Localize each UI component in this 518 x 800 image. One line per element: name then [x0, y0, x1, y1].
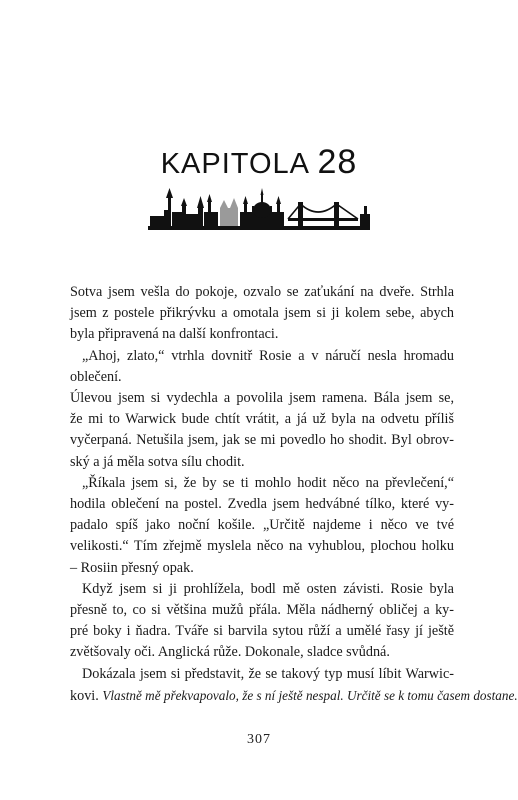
- chapter-title: [0, 143, 518, 182]
- paragraph-2: [70, 346, 454, 388]
- text-line: padalo spíš jako noční košile. „Určitě najdeme i něco ve tvé: [70, 517, 454, 534]
- text-line: oblečení.: [70, 368, 122, 385]
- city-skyline-icon: [148, 186, 370, 236]
- chapter-number: 28: [317, 143, 358, 181]
- text-line: jsem z postele přikrývku a omotala jsem si ji kolem sebe, abych: [70, 305, 454, 322]
- chapter-word: KAPITOLA: [160, 148, 309, 180]
- text-line: Když jsem si ji prohlížela, bodl mě osten závisti. Rosie byla: [82, 580, 454, 597]
- chapter-body: [70, 282, 518, 707]
- text-fragment: kovi.: [70, 687, 99, 704]
- paragraph-5: [70, 579, 454, 664]
- text-line: zvětšovaly oči. Anglická růže. Dokonale, sladce svůdná.: [70, 644, 390, 661]
- text-line: přesně to, co si většina mužů přála. Měla nádherný obličej a ky-: [70, 602, 454, 619]
- paragraph-1: [70, 282, 454, 346]
- text-line: [70, 685, 518, 707]
- text-line: „Říkala jsem si, že by se ti mohlo hodit něco na převlečení,“: [82, 474, 454, 491]
- text-line: – Rosiin přesný opak.: [70, 559, 194, 576]
- text-line: že mi to Warwick bude chtít vrátit, a já už byla na odvetu příliš: [70, 411, 454, 428]
- text-line: Úlevou jsem si vydechla a povolila jsem ramena. Bála jsem se,: [70, 390, 454, 407]
- paragraph-6: [70, 664, 518, 707]
- italic-thought: Vlastně mě překvapovalo, že s ní ještě nespal. Určitě se k tomu časem dostane.: [102, 687, 518, 703]
- text-line: pré boky i ňadra. Tváře si barvila sytou růží a umělé řasy jí ještě: [70, 623, 454, 640]
- text-line: velikosti.“ Tím zřejmě myslela něco na vyhublou, plochou holku: [70, 538, 454, 555]
- text-line: Sotva jsem vešla do pokoje, ozvalo se zaťukání na dveře. Strhla: [70, 284, 454, 300]
- paragraph-4: [70, 473, 454, 579]
- text-line: byla připravená na další konfrontaci.: [70, 326, 279, 343]
- text-line: „Ahoj, zlato,“ vtrhla dovnitř Rosie a v náručí nesla hromadu: [82, 347, 454, 364]
- page-number: 307: [247, 732, 271, 747]
- text-line: vyčerpaná. Netušila jsem, jak se mi povedlo ho shodit. Byl obrov-: [70, 432, 454, 449]
- text-line: Dokázala jsem si představit, že se takový typ musí líbit Warwic-: [82, 665, 454, 682]
- text-line: hodila oblečení na postel. Zvedla jsem hedvábné tílko, které vy-: [70, 496, 454, 513]
- text-line: ský a já měla sotva sílu chodit.: [70, 453, 245, 470]
- paragraph-3: [70, 388, 454, 473]
